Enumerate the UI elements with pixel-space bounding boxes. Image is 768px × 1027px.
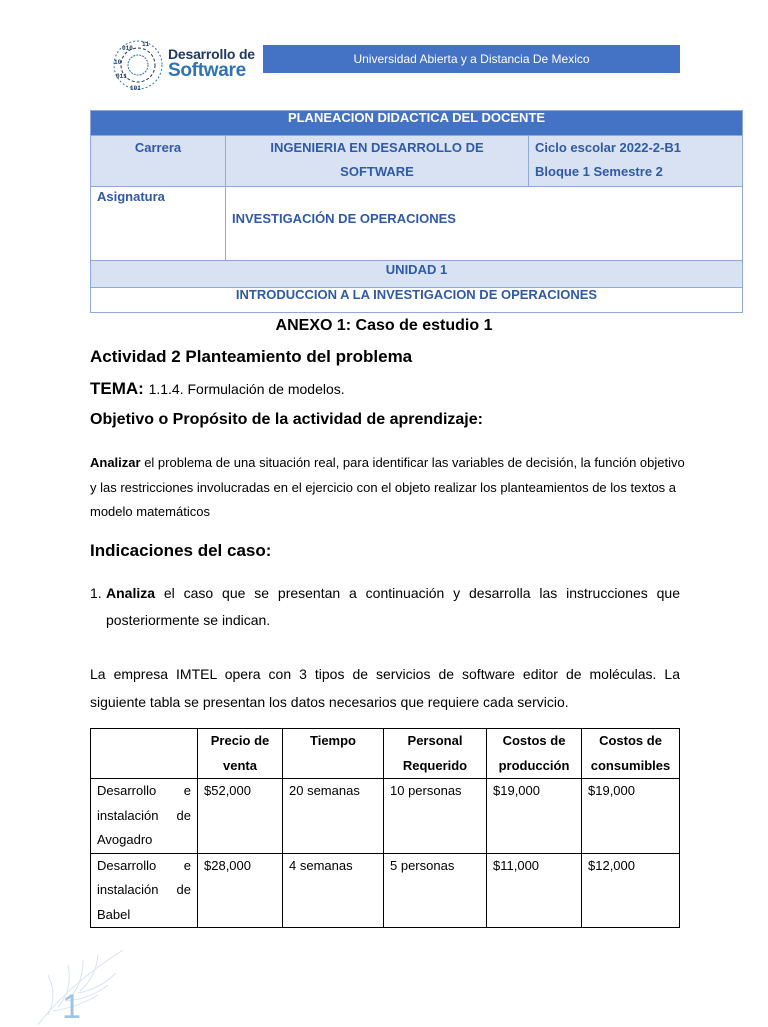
carrera-label: Carrera <box>91 136 226 187</box>
table-header-row <box>91 729 680 779</box>
list-item-number: 1. <box>90 585 102 601</box>
table-cell: $11,000 <box>487 853 582 928</box>
table-header-cell <box>91 729 198 779</box>
table-header-cell: Costos de consumibles <box>582 729 680 779</box>
logo-text-line1: Desarrollo de <box>168 46 255 62</box>
table-cell: 20 semanas <box>283 779 384 854</box>
table-cell: 4 semanas <box>283 853 384 928</box>
asignatura-value: INVESTIGACIÓN DE OPERACIONES <box>226 187 743 261</box>
list-item-text <box>90 580 680 634</box>
planeacion-title: PLANEACION DIDACTICA DEL DOCENTE <box>91 111 743 136</box>
table-cell: $19,000 <box>582 779 680 854</box>
analiza-rest: el caso que se presentan a continuación y desarrolla las instrucciones que posteriormente se indican. <box>106 585 680 628</box>
table-cell: Desarrollo e instalación de Avogadro <box>91 779 198 854</box>
list-item <box>90 580 680 634</box>
objetivo-heading: Objetivo o Propósito de la actividad de aprendizaje: <box>90 411 483 428</box>
svg-text:11: 11 <box>142 41 150 48</box>
asignatura-label: Asignatura <box>91 187 226 261</box>
indicaciones-heading: Indicaciones del caso: <box>90 541 272 560</box>
table-cell: 10 personas <box>384 779 487 854</box>
carrera-value-line2: SOFTWARE <box>340 164 414 179</box>
objetivo-paragraph <box>90 451 690 525</box>
svg-text:010: 010 <box>122 45 133 52</box>
analizar-bold: Analizar <box>90 455 141 470</box>
analiza-bold: Analiza <box>106 585 156 601</box>
table-cell: $28,000 <box>198 853 283 928</box>
table-cell: $12,000 <box>582 853 680 928</box>
table-header-cell: Tiempo <box>283 729 384 779</box>
unidad-label: UNIDAD 1 <box>91 261 743 288</box>
table-cell: $19,000 <box>487 779 582 854</box>
logo-text-line2: Software <box>168 60 246 81</box>
tema-value: 1.1.4. Formulación de modelos. <box>148 381 345 397</box>
svg-text:101: 101 <box>130 85 141 92</box>
services-table <box>90 728 680 928</box>
unidad-title: INTRODUCCION A LA INVESTIGACION DE OPERACIONES <box>91 288 743 313</box>
actividad-heading: Actividad 2 Planteamiento del problema <box>90 347 413 366</box>
carrera-value <box>226 136 529 187</box>
table-cell: $52,000 <box>198 779 283 854</box>
tema-line <box>90 379 345 399</box>
ciclo-value <box>529 136 743 187</box>
anexo-heading: ANEXO 1: Caso de estudio 1 <box>275 317 493 334</box>
university-banner: Universidad Abierta y a Distancia De Mexico <box>263 45 680 73</box>
table-header-cell: Costos de producción <box>487 729 582 779</box>
case-paragraph: La empresa IMTEL opera con 3 tipos de servicios de software editor de moléculas. La siguiente tabla se presentan los datos necesarios que requiere cada servicio. <box>90 666 680 710</box>
table-row <box>91 853 680 928</box>
svg-text:011: 011 <box>116 73 127 80</box>
ciclo-line1: Ciclo escolar 2022-2-B1 <box>535 140 681 155</box>
table-cell: 5 personas <box>384 853 487 928</box>
planeacion-table <box>90 110 743 313</box>
page-number: 1 <box>62 988 81 1026</box>
tema-label: TEMA: <box>90 379 144 398</box>
table-row <box>91 779 680 854</box>
analizar-rest: el problema de una situación real, para identificar las variables de decisión, la función objetivo y las restricciones involucradas en el ejercicio con el objeto realizar los planteamientos de los textos a modelo matemáticos <box>90 455 685 519</box>
ciclo-line2: Bloque 1 Semestre 2 <box>535 164 663 179</box>
table-header-cell: Precio de venta <box>198 729 283 779</box>
carrera-value-line1: INGENIERIA EN DESARROLLO DE <box>270 140 484 155</box>
table-header-cell: Personal Requerido <box>384 729 487 779</box>
svg-text:10: 10 <box>114 59 122 66</box>
table-cell: Desarrollo e instalación de Babel <box>91 853 198 928</box>
